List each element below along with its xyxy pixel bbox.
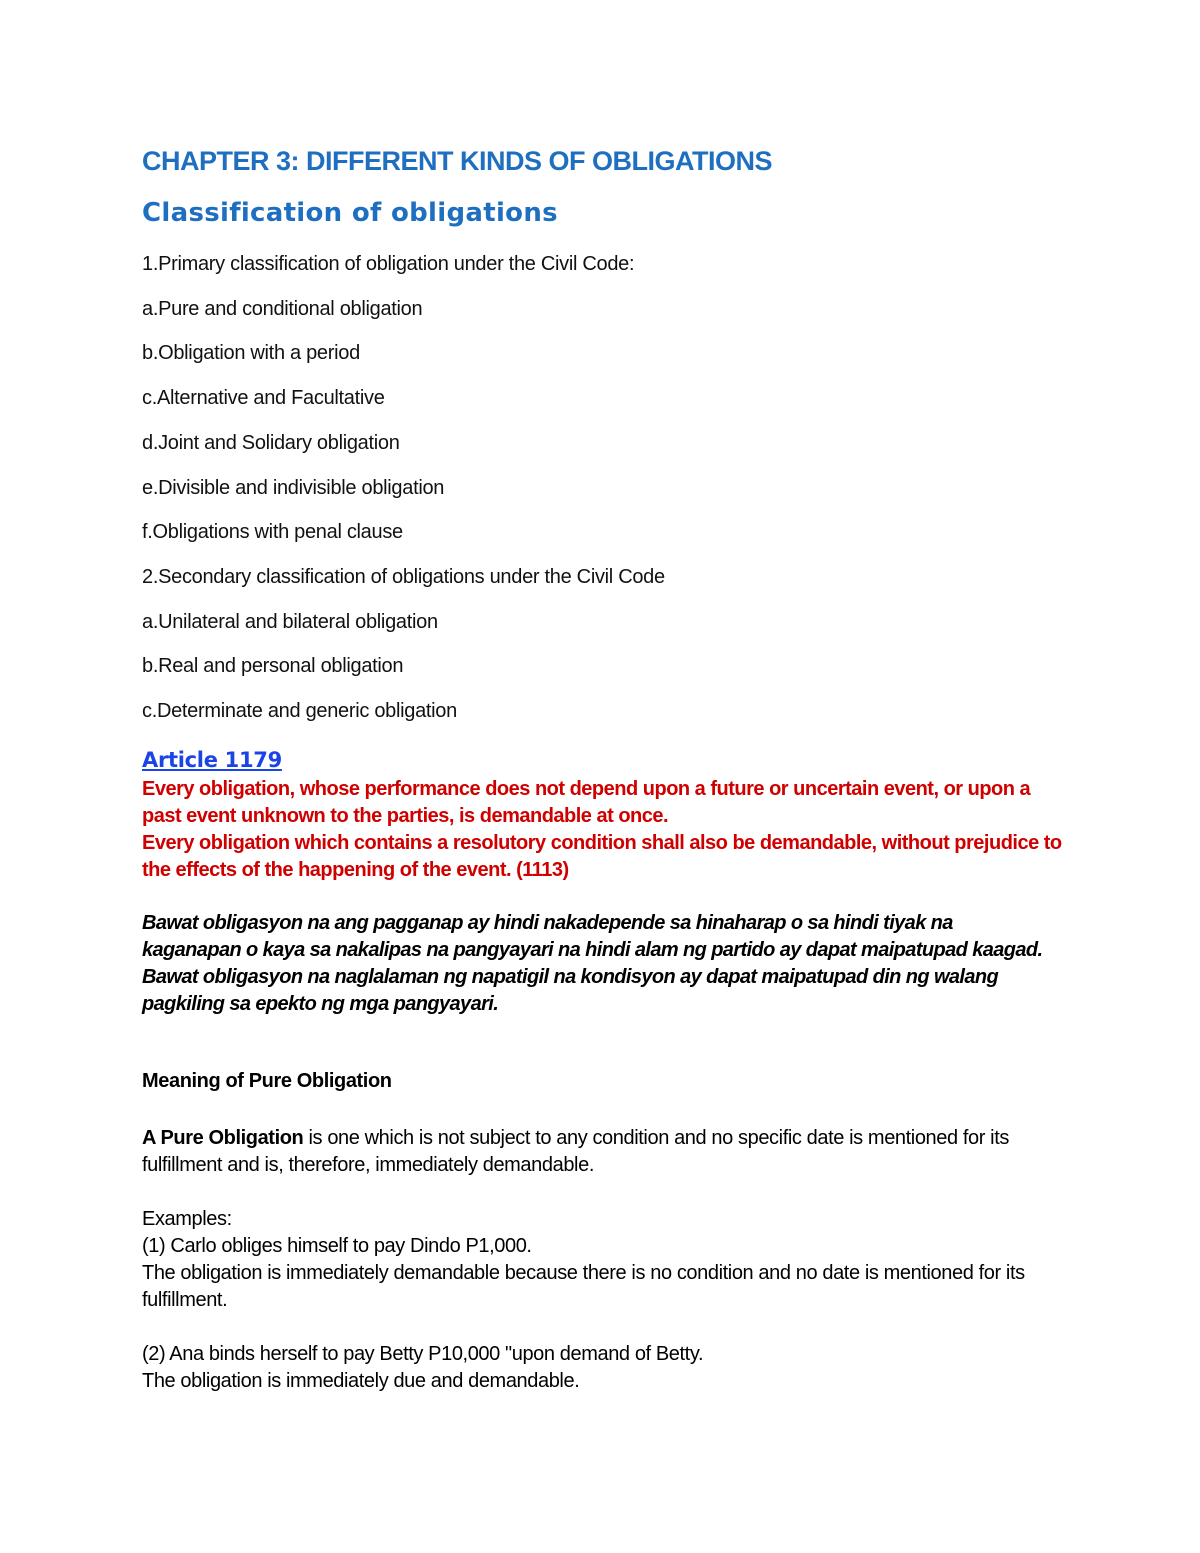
definition-paragraph	[142, 1125, 1042, 1179]
examples-block	[142, 1206, 1052, 1395]
list-item: b.Real and personal obligation	[142, 655, 404, 677]
chapter-title: CHAPTER 3: DIFFERENT KINDS OF OBLIGATIONS	[142, 146, 773, 176]
tagalog-paragraph: Bawat obligasyon na ang pagganap ay hindi nakadepende sa hinaharap o sa hindi tiyak na kaganapan o kaya sa nakalipas na pangyayari na hindi alam ng partido ay dapat maipatupad kaagad.	[142, 912, 1043, 961]
list-item: d.Joint and Solidary obligation	[142, 432, 400, 454]
section-title: Classification of obligations	[142, 198, 558, 228]
spacer	[142, 1314, 1052, 1341]
definition-term: A Pure Obligation	[142, 1127, 304, 1149]
list-item: e.Divisible and indivisible obligation	[142, 477, 445, 499]
example-item: (2) Ana binds herself to pay Betty P10,000 "upon demand of Betty.	[142, 1343, 704, 1365]
list-item: 1.Primary classification of obligation under the Civil Code:	[142, 253, 635, 275]
definition-text: is one which is not subject to any condition and no specific date is mentioned for its fulfillment and is, therefore, immediately demandable.	[142, 1127, 1009, 1176]
example-explanation: The obligation is immediately demandable because there is no condition and no date is mentioned for its fulfillment.	[142, 1262, 1025, 1311]
article-paragraph: Every obligation, whose performance does not depend upon a future or uncertain event, or upon a past event unknown to the parties, is demandable at once.	[142, 778, 1031, 827]
article-block	[142, 744, 1072, 884]
list-item: f.Obligations with penal clause	[142, 521, 403, 543]
list-item: c.Determinate and generic obligation	[142, 700, 457, 722]
tagalog-paragraph: Bawat obligasyon na naglalaman ng napatigil na kondisyon ay dapat maipatupad din ng walang pagkiling sa epekto ng mga pangyayari.	[142, 966, 999, 1015]
meaning-heading: Meaning of Pure Obligation	[142, 1070, 392, 1092]
list-item: a.Unilateral and bilateral obligation	[142, 611, 438, 633]
example-item: (1) Carlo obliges himself to pay Dindo P1,000.	[142, 1235, 532, 1257]
article-paragraph: Every obligation which contains a resolutory condition shall also be demandable, without prejudice to the effects of the happening of the event. (1113)	[142, 832, 1062, 881]
list-item: 2.Secondary classification of obligations under the Civil Code	[142, 566, 665, 588]
list-item: a.Pure and conditional obligation	[142, 298, 423, 320]
tagalog-translation	[142, 910, 1052, 1018]
list-item: b.Obligation with a period	[142, 342, 360, 364]
article-link[interactable]: Article 1179	[142, 748, 282, 772]
example-explanation: The obligation is immediately due and demandable.	[142, 1370, 580, 1392]
list-item: c.Alternative and Facultative	[142, 387, 385, 409]
examples-heading: Examples:	[142, 1208, 232, 1230]
